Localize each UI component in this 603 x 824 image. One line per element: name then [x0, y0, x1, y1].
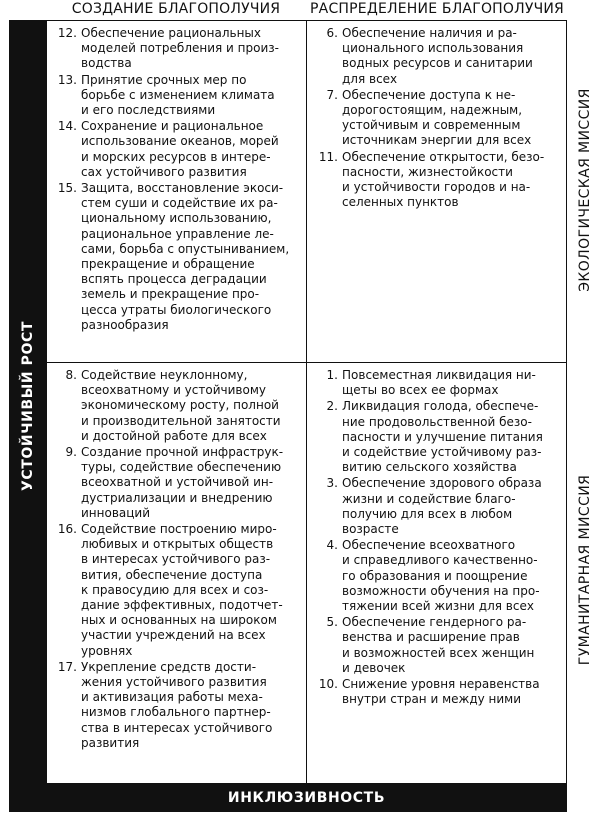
goal-text: Содействие построению миро- любивых и открытых обществ в интересах устойчивого раз- вития, обеспечение доступа к правосудию для всех и соз- дание эффективных, подотчет- ных и основанных на широком участии учреждений на всех уровнях: [81, 522, 283, 658]
goal-item: [50, 26, 300, 72]
goal-item: [50, 181, 300, 333]
goal-text: Обеспечение рациональных моделей потребления и произ- водства: [81, 26, 279, 71]
goal-number: 7.: [326, 87, 338, 102]
goal-item: [50, 522, 300, 659]
goal-number: 5.: [326, 615, 338, 630]
side-label-humanitarian-mission: ГУМАНИТАРНАЯ МИССИЯ: [577, 474, 593, 666]
goal-item: [50, 445, 300, 521]
goal-text: Создание прочной инфраструк- туры, содействие обеспечению всеохватной и устойчивой ин- дустриализации и внедрению инноваций: [81, 445, 284, 520]
goal-number: 4.: [326, 538, 338, 553]
goal-text: Укрепление средств дости- жения устойчивого развития и активизация работы меха- низмов глобального партнер- ства в интересах устойчивого развития: [81, 659, 273, 750]
goal-text: Обеспечение здорового образа жизни и содействие благо- получию для всех в любом возрасте: [342, 476, 542, 537]
goal-text: Обеспечение наличия и ра- ционального использования водных ресурсов и санитарии для всех: [342, 26, 533, 86]
goal-number: 12.: [57, 26, 77, 40]
goal-item: [50, 119, 300, 180]
goal-text: Повсеместная ликвидация ни- щеты во всех ее формах: [342, 368, 536, 398]
side-label-ecological-mission: ЭКОЛОГИЧЕСКАЯ МИССИЯ: [577, 88, 593, 292]
goal-number: 16.: [57, 522, 77, 537]
goal-item: [50, 660, 300, 751]
goal-text: Защита, восстановление экоси- стем суши и содействие их ра- циональному использованию, рациональное управление ле- сами, борьба с опустыниванием, прекращение и обращение вспять процесса деградации земель и прекращение про- цесса утраты биологического разнообразия: [81, 181, 290, 332]
goal-number: 6.: [326, 26, 338, 40]
cell-creation-ecological: [50, 26, 300, 334]
bottom-band-inclusiveness: ИНКЛЮЗИВНОСТЬ: [46, 784, 567, 812]
goal-item: [311, 538, 565, 614]
goal-number: 3.: [326, 476, 338, 491]
goal-text: Обеспечение доступа к не- дорогостоящим, надежным, устойчивым и современным источникам энергии для всех: [342, 87, 532, 148]
goal-text: Обеспечение гендерного ра- венства и расширение прав и возможностей всех женщин и девочек: [342, 615, 535, 675]
goal-number: 11.: [318, 149, 338, 164]
matrix-vertical-divider: [306, 21, 307, 783]
goal-text: Ликвидация голода, обеспече- ние продовольственной безо- пасности и улучшение питания и содействие устойчивому раз- витию сельского хозяйства: [342, 399, 543, 475]
goal-text: Принятие срочных мер по борьбе с изменением климата и его последствиями: [81, 72, 275, 118]
cell-distribution-humanitarian: [311, 368, 565, 708]
goal-item: [311, 399, 565, 475]
column-header-wealth-creation: СОЗДАНИЕ БЛАГОПОЛУЧИЯ: [71, 1, 281, 17]
goal-item: [311, 677, 565, 707]
goal-number: 9.: [65, 445, 77, 460]
goal-number: 15.: [57, 181, 77, 196]
cell-creation-humanitarian: [50, 368, 300, 752]
goal-number: 10.: [318, 677, 338, 692]
goal-item: [311, 476, 565, 537]
goal-text: Снижение уровня неравенства внутри стран и между ними: [342, 677, 540, 707]
cell-distribution-ecological: [311, 26, 565, 211]
goal-text: Обеспечение открытости, безо- пасности, жизнестойкости и устойчивости городов и на- селенных пунктов: [342, 149, 545, 210]
goal-number: 13.: [57, 72, 77, 87]
goal-item: [50, 73, 300, 119]
goal-item: [311, 150, 565, 211]
goal-number: 17.: [57, 659, 77, 674]
goal-item: [311, 88, 565, 149]
goal-item: [311, 368, 565, 398]
goal-item: [50, 368, 300, 444]
goal-number: 14.: [57, 119, 77, 134]
matrix-horizontal-divider: [47, 362, 566, 363]
goal-text: Сохранение и рациональное использование океанов, морей и морских ресурсов в интере- сах устойчивого развития: [81, 119, 279, 179]
goal-text: Обеспечение всеохватного и справедливого качественно- го образования и поощрение возможности обучения на про- тяжении всей жизни для всех: [342, 538, 540, 614]
goal-item: [311, 26, 565, 87]
goal-item: [311, 615, 565, 676]
goal-text: Содействие неуклонному, всеохватному и устойчивому экономическому росту, полной и производительной занятости и достойной работе для всех: [81, 368, 281, 443]
row-band-label-sustainable-growth: УСТОЙЧИВЫЙ РОСТ: [20, 320, 36, 492]
column-header-wealth-distribution: РАСПРЕДЕЛЕНИЕ БЛАГОПОЛУЧИЯ: [310, 1, 564, 17]
goal-number: 8.: [65, 368, 77, 382]
goal-number: 1.: [326, 368, 338, 382]
goal-number: 2.: [326, 399, 338, 414]
